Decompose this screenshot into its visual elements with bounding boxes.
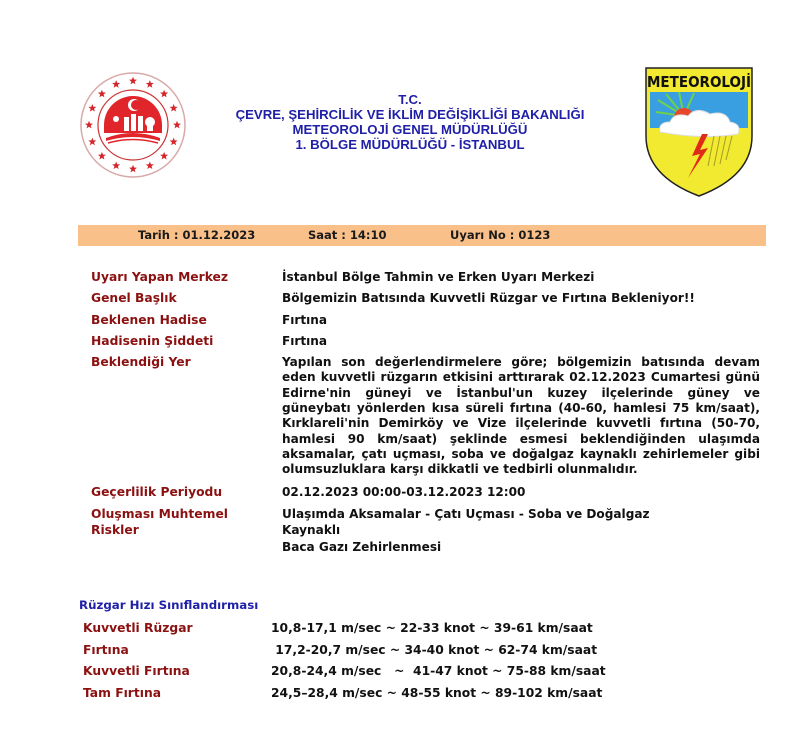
detail-label: Beklendiği Yer <box>91 355 191 370</box>
wind-row <box>83 617 643 639</box>
detail-value: Fırtına <box>282 312 328 327</box>
warning-date: Tarih : 01.12.2023 <box>138 228 256 242</box>
risk-value-line2: Baca Gazı Zehirlenmesi <box>282 539 442 554</box>
detail-value <box>282 503 711 556</box>
risk-label-line1: Oluşması Muhtemel <box>91 506 229 521</box>
wind-classification-table <box>83 617 643 704</box>
detail-row-issuing-center <box>91 267 711 288</box>
detail-row-expected-event <box>91 310 711 331</box>
wind-value: 10,8-17,1 m/sec ~ 22-33 knot ~ 39-61 km/saat <box>271 620 593 635</box>
wind-label: Fırtına <box>83 642 129 657</box>
detail-row-expected-location <box>91 352 760 477</box>
warning-info-bar <box>78 225 766 246</box>
header-line-regional: 1. BÖLGE MÜDÜRLÜĞÜ - İSTANBUL <box>295 137 525 152</box>
detail-row-severity <box>91 331 711 352</box>
detail-value: Bölgemizin Batısında Kuvvetli Rüzgar ve Fırtına Bekleniyor!! <box>282 291 695 306</box>
detail-label: Geçerlilik Periyodu <box>91 484 223 499</box>
detail-label: Hadisenin Şiddeti <box>91 333 214 348</box>
detail-label: Genel Başlık <box>91 291 177 306</box>
warning-number: Uyarı No : 0123 <box>450 228 551 242</box>
detail-value: 02.12.2023 00:00-03.12.2023 12:00 <box>282 484 526 499</box>
wind-label: Kuvvetli Fırtına <box>83 664 190 679</box>
detail-row-possible-risks <box>91 503 711 556</box>
detail-value: Fırtına <box>282 333 328 348</box>
detail-row-validity-period <box>91 482 711 503</box>
warning-details <box>91 267 760 555</box>
ministry-header <box>230 92 590 152</box>
wind-row <box>83 682 643 704</box>
wind-row <box>83 639 643 661</box>
header-line-tc: T.C. <box>398 92 422 107</box>
detail-value: İstanbul Bölge Tahmin ve Erken Uyarı Merkezi <box>282 270 595 284</box>
detail-row-general-title <box>91 288 711 309</box>
wind-classification-title: Rüzgar Hızı Sınıflandırması <box>79 598 259 612</box>
meteoroloji-logo <box>644 66 754 198</box>
wind-value: 17,2-20,7 m/sec ~ 34-40 knot ~ 62-74 km/saat <box>271 642 598 657</box>
wind-row <box>83 661 643 683</box>
detail-label: Uyarı Yapan Merkez <box>91 270 229 284</box>
wind-label: Kuvvetli Rüzgar <box>83 620 193 635</box>
wind-label: Tam Fırtına <box>83 686 162 701</box>
risk-label-line2: Riskler <box>91 523 139 538</box>
logo-text: METEOROLOJİ <box>647 73 751 91</box>
detail-description: Yapılan son değerlendirmelere göre; bölgemizin batısında devam eden kuvvetli rüzgarın etkisini arttırarak 02.12.2023 Cumartesi günü Edirne'nin güneyi ve İstanbul'un kuzey ilçelerinde güney ve güneybatı yönlerden kısa süreli fırtına (40-60, hamlesi 75 km/saat), Kırklareli'nin Demirköy ve Vize ilçelerinde kuvvetli fırtına (50-70, hamlesi 90 km/saat) şeklinde esmesi beklendiğinden ulaşımda aksamalar, çatı uçması, soba ve doğalgaz kaynaklı zehirlemeler gibi olumsuzluklara karşı dikkatli ve tedbirli olunmalıdır. <box>282 355 760 477</box>
detail-label: Beklenen Hadise <box>91 312 207 327</box>
detail-label <box>91 503 282 556</box>
wind-value: 20,8-24,4 m/sec ~ 41-47 knot ~ 75-88 km/saat <box>271 664 606 679</box>
header-line-ministry: ÇEVRE, ŞEHİRCİLİK VE İKLİM DEĞİŞİKLİĞİ BAKANLIĞI <box>235 107 585 122</box>
header-line-directorate: METEOROLOJİ GENEL MÜDÜRLÜĞÜ <box>292 122 528 137</box>
wind-value: 24,5–28,4 m/sec ~ 48-55 knot ~ 89-102 km/saat <box>271 686 603 701</box>
risk-value-line1: Ulaşımda Aksamalar - Çatı Uçması - Soba ve Doğalgaz Kaynaklı <box>282 506 650 538</box>
warning-time: Saat : 14:10 <box>308 228 387 242</box>
ministry-emblem-logo <box>78 70 188 180</box>
